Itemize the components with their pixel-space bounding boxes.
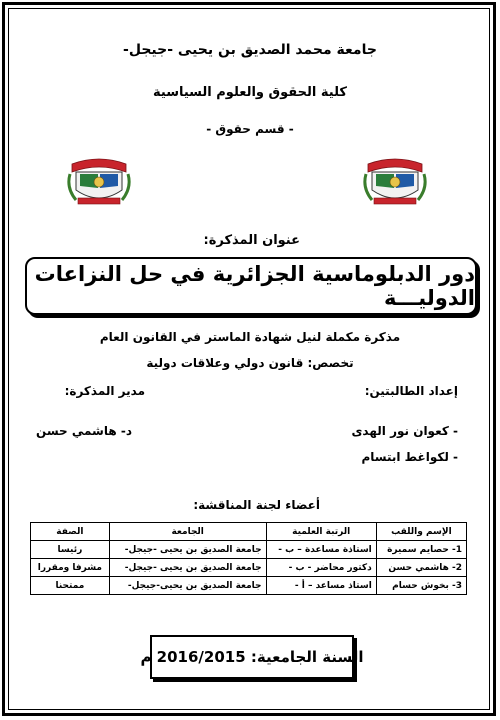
jury-header-row [31, 523, 467, 541]
member-role: مشرفا ومقررا [31, 559, 110, 577]
member-university: جامعة الصديق بن يحيى -جيجل- [109, 559, 266, 577]
member-name: 3- بخوش حسام [376, 577, 466, 595]
table-row [31, 577, 467, 595]
thesis-subtitle: مذكرة مكملة لنيل شهادة الماستر في القانون العام [99, 330, 401, 344]
member-rank: استاذ مساعد – أ - [266, 577, 376, 595]
member-university: جامعة الصديق بن يحيى-جيجل- [109, 577, 266, 595]
supervisor-name: د- هاشمي حسن [36, 424, 132, 438]
prepared-by-label: إعداد الطالبتين: [364, 384, 458, 398]
member-rank: استاذة مساعدة – ب - [266, 541, 376, 559]
specialty: تخصص: قانون دولي وعلاقات دولية [146, 356, 354, 370]
jury-table [30, 522, 467, 595]
member-rank: دكتور محاضر - ب - [266, 559, 376, 577]
academic-year: السنة الجامعية: 2016/2015 م [140, 648, 364, 666]
title-box [25, 257, 477, 315]
member-university: جامعة الصديق بن يحيى -جيجل- [109, 541, 266, 559]
member-name: 1- حصايم سميرة [376, 541, 466, 559]
supervisor-label: مدير المذكرة: [64, 384, 145, 398]
faculty-name: كلية الحقوق والعلوم السياسية [153, 85, 347, 100]
student-name: - لكواغط ابتسام [361, 450, 458, 464]
thesis-title: دور الدبلوماسية الجزائرية في حل النزاعات الدوليـــة [34, 262, 475, 310]
member-name: 2- هاشمي حسن [376, 559, 466, 577]
university-emblem-left-icon [66, 152, 132, 208]
member-role: رئيسا [31, 541, 110, 559]
header-rank: الرتبة العلمية [266, 523, 376, 541]
header-role: الصفة [31, 523, 110, 541]
table-row [31, 541, 467, 559]
academic-year-box [140, 635, 364, 679]
committee-label: أعضاء لجنة المناقشة: [193, 498, 320, 512]
table-row [31, 559, 467, 577]
university-name: جامعة محمد الصديق بن يحيى -جيجل- [123, 42, 377, 58]
header-university: الجامعة [109, 523, 266, 541]
header-name: الإسم واللقب [376, 523, 466, 541]
member-role: ممتحنا [31, 577, 110, 595]
university-emblem-right-icon [362, 152, 428, 208]
student-name: - كعوان نور الهدى [351, 424, 458, 438]
department-name: - قسم حقوق - [206, 122, 294, 136]
thesis-title-label: عنوان المذكرة: [203, 233, 300, 248]
